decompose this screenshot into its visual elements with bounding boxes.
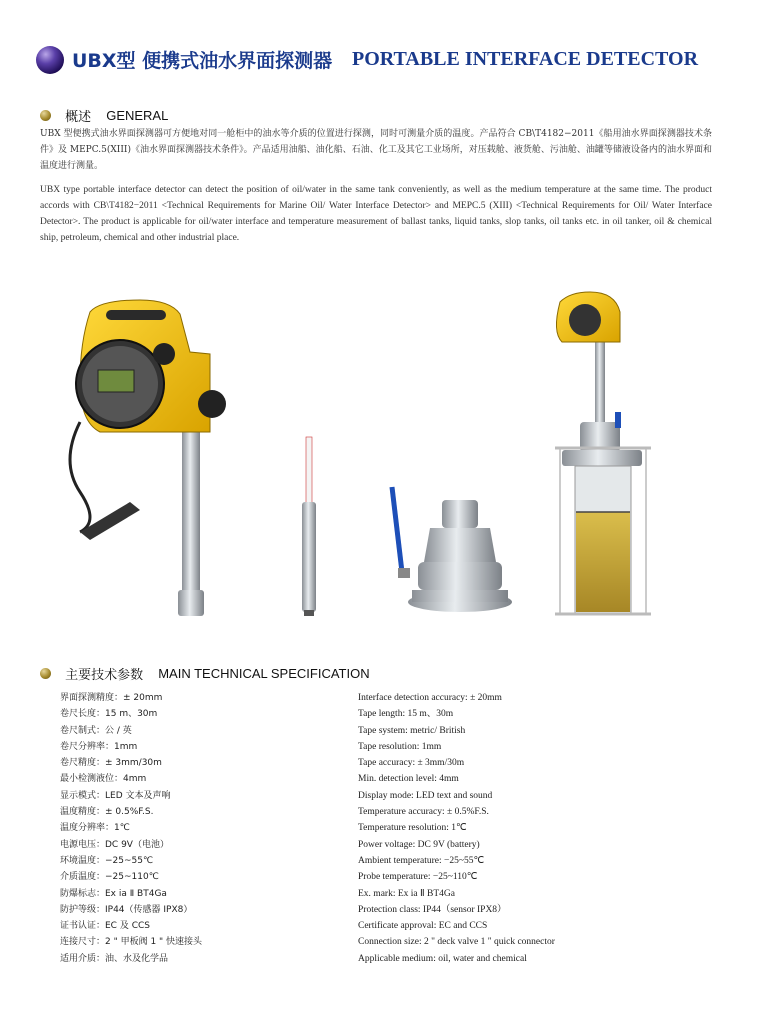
spec-row-en: Temperature resolution: 1℃ <box>358 823 467 834</box>
spec-row-en: Ex. mark: Ex ia Ⅱ BT4Ga <box>358 888 456 899</box>
spec-row-cn: 温度精度：± 0.5%F.S. <box>60 807 154 818</box>
spec-row-cn: 最小检测液位：4mm <box>60 774 147 785</box>
general-heading-cn: 概述 <box>65 110 92 125</box>
test-cylinder-image <box>555 292 651 614</box>
spec-row-cn: 证书认证：EC 及 CCS <box>60 921 150 932</box>
spec-row-cn: 防护等级：IP44（传感器 IPX8） <box>60 904 193 915</box>
general-heading-en: GENERAL <box>106 108 169 123</box>
general-paragraph-cn: UBX 型便携式油水界面探测器可方便地对同一舱柜中的油水等介质的位置进行探测，同时可测量介质的温度。产品符合 CB\T4182−2011《船用油水界面探测器技术条件》及 MEPC.5(XIII)《油水界面探测器技术条件》。产品适用油船、油化船、石油、化工及其它工业场所，对压载舱、液货舱、污油舱、油罐等储液设备内的油水界面和温度进行测量。 <box>40 129 712 171</box>
spec-heading-cn: 主要技术参数 <box>65 668 144 683</box>
spec-row-cn: 温度分辨率：1℃ <box>60 823 130 834</box>
spec-row-en: Power voltage: DC 9V (battery) <box>358 839 480 850</box>
spec-row-en: Protection class: IP44（sensor IPX8） <box>358 904 507 915</box>
spec-row-cn: 环境温度：−25~55℃ <box>60 855 154 866</box>
title-chinese: UBX型 便携式油水界面探测器 <box>72 50 333 72</box>
general-heading <box>40 105 168 123</box>
spec-row-en: Ambient temperature: −25~55℃ <box>358 855 485 866</box>
detector-reel-image <box>70 300 226 616</box>
spec-row-cn: 电源电压：DC 9V（电池） <box>60 839 169 850</box>
spec-row-en: Interface detection accuracy: ± 20mm <box>358 693 502 703</box>
spec-row-cn: 卷尺长度：15 m、30m <box>60 709 158 720</box>
spec-row-cn: 显示模式：LED 文本及声响 <box>60 790 171 801</box>
spec-row-en: Applicable medium: oil, water and chemical <box>358 953 527 964</box>
spec-list-en <box>358 690 555 967</box>
spec-row-en: Probe temperature: −25~110℃ <box>358 872 478 883</box>
deck-valve-image <box>392 487 512 612</box>
spec-row-cn: 卷尺分辨率：1mm <box>60 741 138 752</box>
bullet-icon <box>40 668 51 679</box>
spec-list-cn <box>60 690 202 967</box>
bullet-icon <box>40 110 51 121</box>
spec-row-en: Tape resolution: 1mm <box>358 741 442 752</box>
spec-row-en: Display mode: LED text and sound <box>358 790 493 801</box>
title-english: PORTABLE INTERFACE DETECTOR <box>352 48 699 70</box>
product-illustrations <box>40 272 730 652</box>
spec-row-cn: 适用介质：油、水及化学品 <box>60 953 169 964</box>
spec-row-cn: 介质温度：−25~110℃ <box>60 872 159 883</box>
spec-row-cn: 卷尺精度：± 3mm/30m <box>60 758 162 769</box>
spec-heading <box>40 663 370 681</box>
title-sphere-icon <box>36 46 64 74</box>
spec-row-en: Certificate approval: EC and CCS <box>358 921 488 932</box>
spec-row-cn: 卷尺制式：公 / 英 <box>60 725 132 736</box>
spec-row-cn: 连接尺寸：2 " 甲板阀 1 " 快速接头 <box>60 937 203 948</box>
spec-row-en: Min. detection level: 4mm <box>358 774 459 785</box>
spec-heading-en: MAIN TECHNICAL SPECIFICATION <box>158 666 370 681</box>
page-header <box>36 44 736 78</box>
probe-image <box>302 437 316 616</box>
spec-row-en: Tape accuracy: ± 3mm/30m <box>358 758 465 769</box>
spec-row-cn: 界面探测精度：± 20mm <box>60 693 163 703</box>
spec-row-en: Temperature accuracy: ± 0.5%F.S. <box>358 807 489 818</box>
spec-row-en: Tape length: 15 m、30m <box>358 709 454 720</box>
spec-row-en: Tape system: metric/ British <box>358 725 466 736</box>
spec-row-cn: 防爆标志：Ex ia Ⅱ BT4Ga <box>60 888 167 899</box>
spec-row-en: Connection size: 2 " deck valve 1 " quick connector <box>358 937 555 948</box>
general-paragraph-en: UBX type portable interface detector can detect the position of oil/water in the same tank conveniently, as well as the medium temperature at the same time. The product accords with CB\T4182−2011 <Technical Requirements for Marine Oil/ Water Interface Detector> and MEPC.5 (XIII) <Technical Requirements for Oil/ Water Interface Detector>. The product is applicable for oil/water interface and temperature measurement of ballast tanks, liquid tanks, slop tanks, oil tanks etc. in oil tanker, oil & chemical ship, petroleum, chemical and other industrial place. <box>40 185 712 243</box>
